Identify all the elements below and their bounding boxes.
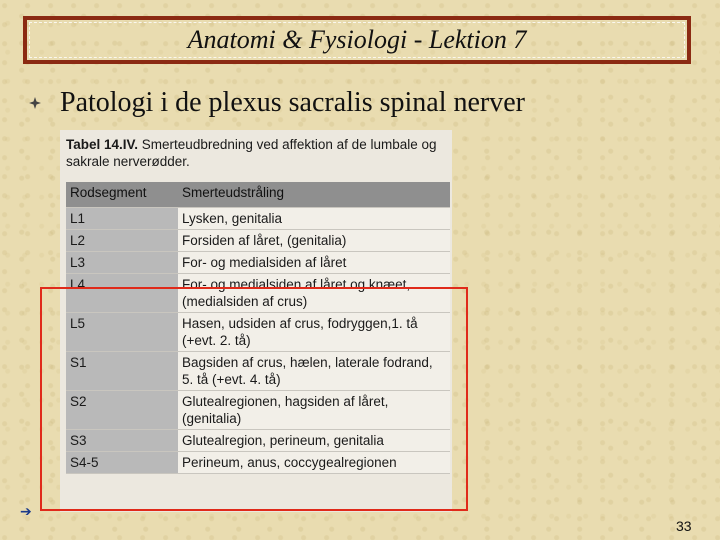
slide-title: Anatomi & Fysiologi - Lektion 7 — [187, 25, 527, 54]
table-row — [66, 230, 450, 252]
root-segment-cell: L4 — [66, 274, 178, 313]
slide-title-box — [23, 16, 691, 64]
table-caption-label: Tabel 14.IV. — [66, 137, 139, 152]
table-row — [66, 208, 450, 230]
table-caption — [66, 136, 450, 170]
arrow-right-icon: ➔ — [20, 504, 32, 520]
root-segment-cell: L2 — [66, 230, 178, 252]
root-segment-cell: S1 — [66, 352, 178, 391]
highlight-box — [40, 287, 468, 511]
header-root-segment: Rodsegment — [66, 182, 178, 208]
pain-radiation-cell: Glutealregionen, hagsiden af låret, (genitalia) — [178, 391, 450, 430]
header-pain-radiation: Smerteudstråling — [178, 182, 450, 208]
pain-radiation-cell: Bagsiden af crus, hælen, laterale fodrand, 5. tå (+evt. 4. tå) — [178, 352, 450, 391]
diamond-bullet-icon — [29, 97, 41, 109]
pain-radiation-cell: Hasen, udsiden af crus, fodryggen,1. tå (+evt. 2. tå) — [178, 313, 450, 352]
pain-radiation-cell: Glutealregion, perineum, genitalia — [178, 430, 450, 452]
table-caption-text: Smerteudbredning ved affektion af de lumbale og sakrale nerverødder. — [66, 137, 437, 169]
page-number: 33 — [676, 518, 692, 534]
root-segment-cell: S4-5 — [66, 452, 178, 474]
root-segment-cell: S3 — [66, 430, 178, 452]
pain-radiation-cell: For- og medialsiden af låret — [178, 252, 450, 274]
root-segment-cell: S2 — [66, 391, 178, 430]
slide-heading: Patologi i de plexus sacralis spinal nerver — [60, 87, 525, 118]
pain-radiation-cell: Perineum, anus, coccygealregionen — [178, 452, 450, 474]
table-row — [66, 252, 450, 274]
table-header-row — [66, 182, 450, 208]
root-segment-cell: L3 — [66, 252, 178, 274]
pain-radiation-cell: For- og medialsiden af låret og knæet, (medialsiden af crus) — [178, 274, 450, 313]
pain-radiation-cell: Lysken, genitalia — [178, 208, 450, 230]
root-segment-cell: L1 — [66, 208, 178, 230]
pain-radiation-cell: Forsiden af låret, (genitalia) — [178, 230, 450, 252]
root-segment-cell: L5 — [66, 313, 178, 352]
